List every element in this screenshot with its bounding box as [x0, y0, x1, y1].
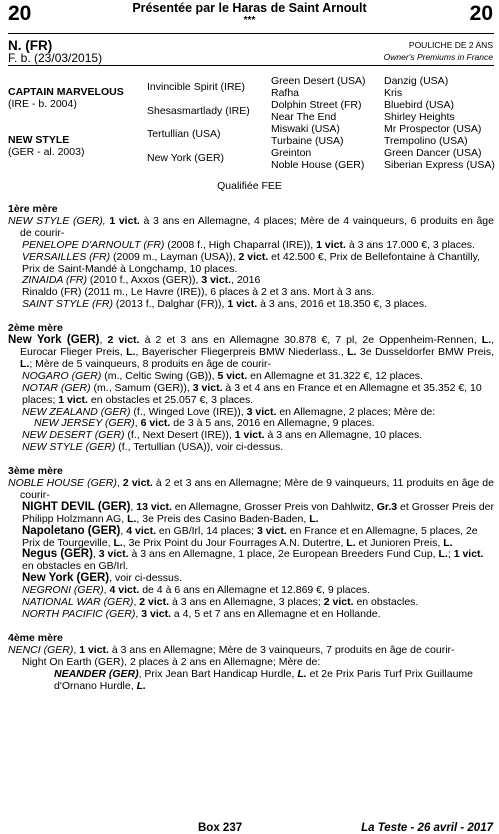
entry-text: , Prix Jean Bart Handicap Hurdle, — [138, 667, 298, 680]
produce-entry — [8, 299, 494, 311]
entry-text: à 3 ans en Allemagne, 10 places. — [264, 429, 423, 442]
pedigree-gen2: Tertullian (USA) — [147, 128, 221, 140]
entry-text: 3 vict. — [141, 608, 171, 620]
entry-text: (f., Tertullian (USA)), voir ci-dessus. — [115, 441, 284, 454]
entry-text: PENELOPE D'ARNOULT (FR) — [22, 238, 165, 251]
pedigree-gen4: Bluebird (USA) — [384, 99, 455, 111]
entry-text: L. — [113, 536, 123, 549]
entry-text: à 3 ans, 2016 et 18.350 €, 3 places. — [257, 298, 428, 311]
entry-text: , Bayerischer Fliegerpreis BMW Niederlass., — [135, 345, 348, 358]
pedigree-gen3: Turbaine (USA) — [271, 135, 344, 147]
header-divider — [8, 33, 494, 34]
entry-text: en GB/Irl, 14 places; — [156, 524, 257, 537]
pedigree-gen3: Miswaki (USA) — [271, 123, 340, 135]
entry-text: en Allemagne et 31.322 €, 12 places. — [247, 369, 423, 382]
entry-text: (m., Celtic Swing (GB)), — [101, 369, 218, 382]
entry-text: NEGRONI (GER) — [22, 584, 104, 597]
entry-text: , — [133, 596, 140, 609]
pedigree-divider — [8, 65, 494, 66]
entry-text: NEW JERSEY (GER) — [34, 417, 135, 430]
entry-text: 2 vict. — [139, 596, 170, 609]
entry-text: 3 vict. — [201, 274, 232, 287]
qualification: Qualifiée FEE — [217, 180, 282, 192]
entry-text: Napoletano (GER) — [22, 524, 121, 537]
pedigree-gen3: Near The End — [271, 111, 337, 123]
entry-text: (f., Winged Love (IRE)), — [130, 405, 247, 418]
entry-text: NEW ZEALAND (GER) — [22, 405, 131, 418]
entry-text: 1 vict. — [227, 298, 258, 311]
entry-text: L. — [481, 334, 492, 347]
entry-text: (2010 f., Axxos (GER)), — [86, 274, 202, 287]
entry-text: L. — [347, 345, 357, 358]
entry-text: à 2 et 3 ans en Allemagne 30.878 €, 7 pl, 2e Oppenheim-Rennen, — [139, 334, 482, 347]
pedigree-gen4: Mr Prospector (USA) — [384, 123, 482, 135]
entry-text: L. — [20, 357, 30, 370]
entry-text: à 3 ans 17.000 €, 3 places. — [345, 238, 475, 251]
entry-text: , 3e Preis des Casino Baden-Baden, — [136, 512, 310, 525]
entry-text: à 2 et 3 ans en Allemagne; Mère de 9 vainqueurs, 11 produits en âge de courir- — [20, 477, 494, 501]
entry-text: , 2016 — [231, 274, 261, 287]
entry-text: VERSAILLES (FR) — [22, 250, 111, 263]
entry-text: NOBLE HOUSE (GER) — [8, 477, 117, 490]
entry-text: en obstacles en GB/Irl. — [22, 560, 129, 573]
entry-text: 3 vict. — [192, 381, 223, 394]
pedigree-gen4: Danzig (USA) — [384, 75, 449, 87]
entry-text: SAINT STYLE (FR) — [22, 298, 114, 311]
entry-text: L. — [346, 536, 356, 549]
entry-text: , — [130, 500, 137, 513]
entry-text: 3 vict. — [98, 548, 129, 561]
entry-text: 2 vict. — [238, 250, 269, 263]
stars: *** — [243, 15, 256, 26]
entry-text: (2013 f., Dalghar (FR)), — [113, 298, 228, 311]
sire-info: (IRE - b. 2004) — [8, 98, 77, 110]
pedigree-gen4: Kris — [384, 87, 403, 99]
entry-text: Negus (GER) — [22, 548, 93, 561]
entry-text: NEANDER (GER) — [54, 667, 139, 680]
entry-text: Rinaldo (FR) (2011 m., Le Havre (IRE)), 6 places à 2 et 3 ans. Mort à 3 ans. — [22, 286, 375, 299]
consignor-title: Présentée par le Haras de Saint Arnoult — [132, 1, 367, 15]
entry-text: à 3 ans en Allemagne, 3 places; — [169, 596, 324, 609]
produce-entry — [8, 502, 494, 526]
pedigree-gen3: Noble House (GER) — [271, 159, 365, 171]
entry-text: L. — [136, 679, 146, 692]
entry-text: New York (GER) — [22, 572, 110, 585]
entry-text: en France et en Allemagne, 5 places, 2e Prix de Tourgeville, — [22, 524, 478, 549]
entry-text: L. — [297, 667, 307, 680]
pedigree-gen4: Shirley Heights — [384, 111, 455, 123]
entry-text: L. — [438, 548, 448, 561]
entry-text: , — [116, 477, 123, 490]
entry-text: 2 vict. — [323, 596, 354, 609]
entry-text: 1 vict. — [109, 214, 140, 227]
section-title: 4ème mère — [8, 631, 63, 644]
entry-text: L. — [127, 512, 137, 525]
entry-text: 1 vict. — [79, 643, 109, 656]
section-title: 3ème mère — [8, 465, 63, 478]
entry-text: 1 vict. — [234, 429, 265, 442]
produce-entry — [8, 383, 494, 407]
entry-text: et Junioren Preis, — [355, 536, 444, 549]
entry-text: New York (GER) — [8, 334, 100, 347]
entry-text: NORTH PACIFIC (GER) — [22, 608, 136, 620]
pedigree-gen3: Greinton — [271, 147, 312, 159]
entry-text: NIGHT DEVIL (GER) — [22, 500, 131, 513]
entry-text: NEW DESERT (GER) — [22, 429, 125, 442]
entry-text: et 2e Prix Paris Turf Prix Guillaume d'Ornano Hurdle, — [54, 667, 473, 692]
pedigree-gen2: New York (GER) — [147, 152, 225, 164]
produce-entry — [8, 216, 494, 240]
lot-number-right: 20 — [469, 2, 493, 25]
produce-entry — [8, 252, 494, 276]
section-title: 2ème mère — [8, 322, 63, 335]
entry-text: , — [99, 334, 108, 347]
entry-text: (f., Next Desert (IRE)), — [124, 429, 235, 442]
dam-name: NEW STYLE — [8, 134, 70, 146]
sex-age: POULICHE DE 2 ANS — [408, 40, 493, 50]
entry-text: L. — [126, 345, 136, 358]
entry-text: 2 vict. — [107, 334, 140, 347]
entry-text: 3 vict. — [246, 405, 277, 418]
entry-text: , — [73, 643, 80, 656]
entry-text: Gr.3 — [376, 500, 398, 513]
entry-text: de 3 à 5 ans, 2016 en Allemagne, 9 places. — [170, 417, 375, 430]
entry-text: en obstacles. — [353, 596, 419, 609]
entry-text: ZINAIDA (FR) — [22, 274, 87, 287]
premium-note: Owner's Premiums in France — [383, 52, 493, 62]
entry-text: , voir ci-dessus. — [109, 572, 183, 585]
entry-text: à 3 ans en Allemagne; Mère de 3 vainqueurs, 7 produits en âge de courir- — [108, 643, 455, 656]
entry-text: 1 vict. — [58, 393, 88, 406]
entry-text: en Allemagne, Grosser Preis von Dahlwitz, — [171, 500, 377, 513]
pedigree-gen3: Green Desert (USA) — [271, 75, 366, 87]
box-number: Box 237 — [198, 822, 243, 834]
entry-text: 1 vict. — [316, 238, 346, 251]
entry-text: a 4, 5 et 7 ans en Allemagne et en Hollande. — [171, 608, 381, 620]
lot-number-left: 20 — [8, 2, 32, 25]
pedigree-gen4: Siberian Express (USA) — [384, 159, 495, 171]
produce-entry — [8, 669, 494, 693]
entry-text: et Grosser Preis der Philipp Holzmann AG, — [22, 500, 495, 525]
pedigree-gen3: Rafha — [271, 87, 300, 99]
entry-text: Night On Earth (GER), 2 places à 2 ans en Allemagne; Mère de: — [22, 655, 321, 668]
pedigree-gen4: Trempolino (USA) — [384, 135, 468, 147]
produce-entry — [8, 526, 494, 550]
entry-text: (2008 f., High Chaparral (IRE)), — [164, 238, 317, 251]
entry-text: à 3 ans en Allemagne, 1 place, 2e European Breeders Fund Cup, — [128, 548, 439, 561]
sire-name: CAPTAIN MARVELOUS — [8, 86, 124, 98]
entry-text: 2 vict. — [122, 477, 153, 490]
entry-text: (2009 m., Layman (USA)), — [110, 250, 239, 263]
entry-text: 4 vict. — [126, 524, 157, 537]
produce-entry — [8, 478, 494, 502]
entry-text: NENCI (GER) — [8, 643, 74, 656]
entry-text: , — [134, 417, 141, 430]
entry-text: à 3 ans en Allemagne, 4 places; Mère de 4 vainqueurs, 6 produits en âge de courir- — [20, 214, 494, 239]
dam-lines — [8, 204, 494, 692]
entry-text: , Eurocar Flieger Preis, — [20, 334, 494, 358]
entry-text: NATIONAL WAR (GER) — [22, 596, 134, 609]
entry-text: 1 vict. — [453, 548, 484, 561]
entry-text: 5 vict. — [217, 369, 248, 382]
produce-entry — [8, 609, 494, 621]
entry-text: L. — [309, 512, 319, 525]
entry-text: 3e Dusseldorfer BMW Preis, — [356, 345, 495, 358]
entry-text: L. — [443, 536, 453, 549]
entry-text: , 3e Prix Point du Jour Fourrages A.N. Dutertre, — [122, 536, 347, 549]
section-title: 1ère mère — [8, 203, 58, 215]
sale-place-date: La Teste - 26 avril - 2017 — [361, 822, 493, 834]
pedigree-gen4: Green Dancer (USA) — [384, 147, 482, 159]
entry-text: de 4 à 6 ans en Allemagne et 12.869 €, 9 places. — [139, 584, 370, 597]
entry-text: NOTAR (GER) — [22, 381, 91, 394]
entry-text: 4 vict. — [109, 584, 140, 597]
entry-text: en Allemagne, 2 places; Mère de: — [276, 405, 436, 418]
entry-text: NEW STYLE (GER) — [22, 441, 116, 454]
produce-entry — [8, 335, 494, 371]
entry-text: , — [120, 524, 127, 537]
entry-text: 6 vict. — [140, 417, 171, 430]
produce-entry — [8, 442, 494, 454]
horse-birth: F. b. (23/03/2015) — [8, 51, 103, 65]
entry-text: à 3 et 4 ans en France et en Allemagne et 35.352 €, 10 places; — [22, 381, 482, 406]
entry-text: ; Mère de 5 vainqueurs, 8 produits en âge de courir- — [29, 357, 271, 370]
entry-text: , — [92, 548, 99, 561]
entry-text: en obstacles et 25.057 €, 3 places. — [87, 393, 254, 406]
produce-entry — [8, 549, 494, 573]
entry-text: NEW STYLE (GER), — [8, 214, 110, 227]
entry-text: , — [103, 584, 110, 597]
entry-text: , — [135, 608, 142, 620]
entry-text: (m., Samum (GER)), — [90, 381, 193, 394]
pedigree-gen2: Shesasmartlady (IRE) — [147, 105, 250, 117]
pedigree-gen2: Invincible Spirit (IRE) — [147, 81, 246, 93]
entry-text: et 42.500 €, Prix de Bellefontaine à Chantilly, Prix de Saint-Mandé à Longchamp, 10 places. — [22, 250, 480, 275]
entry-text: 3 vict. — [256, 524, 287, 537]
entry-text: NOGARO (GER) — [22, 369, 102, 382]
dam-info: (GER - al. 2003) — [8, 146, 85, 158]
horse-name: N. (FR) — [8, 38, 53, 53]
entry-text: 13 vict. — [136, 500, 172, 513]
entry-text: ; — [447, 548, 454, 561]
pedigree-gen3: Dolphin Street (FR) — [271, 99, 362, 111]
